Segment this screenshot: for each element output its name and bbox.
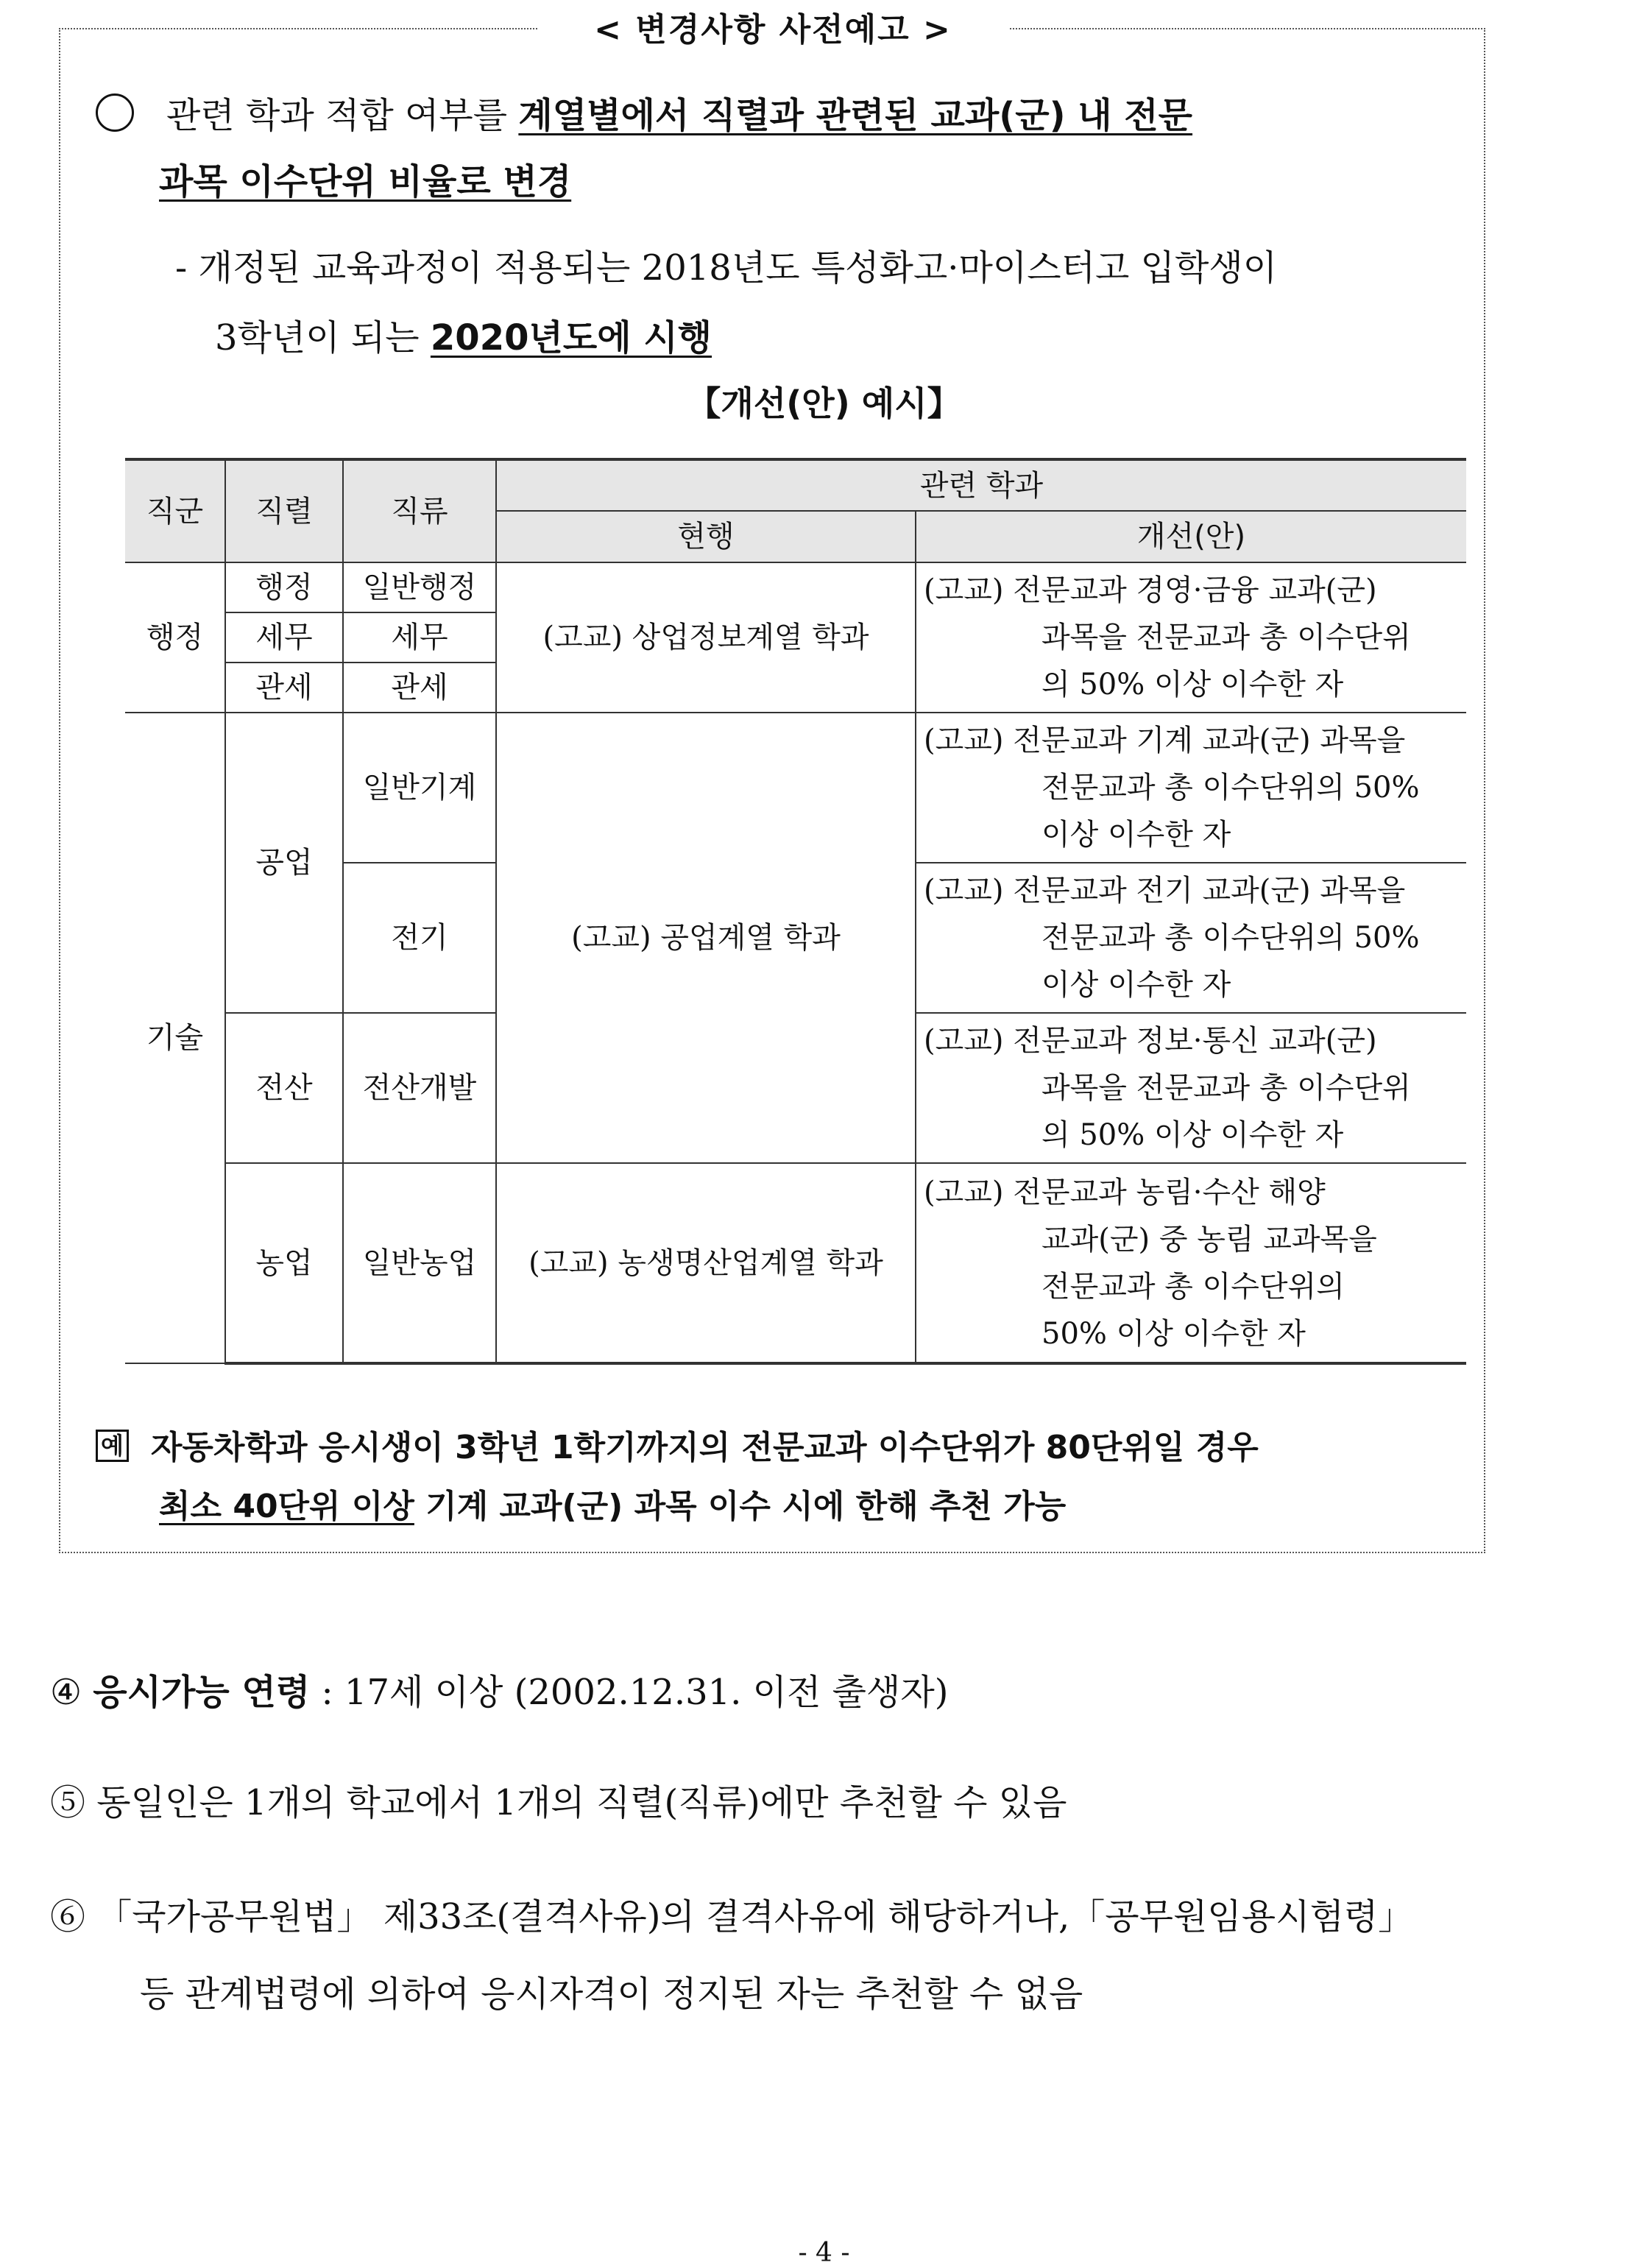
series-tax: 세무 [225,612,343,663]
group-tech: 기술 [125,713,225,1363]
example-line-1: 예 자동차학과 응시생이 3학년 1학기까지의 전문교과 이수단위가 80단위일 경우 [96,1421,1259,1468]
example-line-2: 최소 40단위 이상 기계 교과(군) 과목 이수 시에 한해 추천 가능 [159,1488,1067,1525]
class-computer: 전산개발 [343,1013,496,1163]
current-agri: (고교) 농생명산업계열 학과 [496,1163,916,1363]
improved-admin: (고교) 전문교과 경영·금융 교과(군) 과목을 전문교과 총 이수단위 의 50% 이상 이수한 자 [916,562,1466,713]
header-group: 직군 [125,459,225,562]
circle-bullet-icon [96,93,134,132]
example-table-title: 【개선(안) 예시】 [687,384,961,423]
notice-title: < 변경사항 사전예고 > [537,4,1008,56]
current-admin: (고교) 상업정보계열 학과 [496,562,916,713]
item-disqualification: ⑥ 「국가공무원법」 제33조(결격사유)의 결격사유에 해당하거나,「공무원임용시험령」 [50,1896,1414,1937]
improved-electric: (고교) 전문교과 전기 교과(군) 과목을 전문교과 총 이수단위의 50% 이상 이수한 자 [916,863,1466,1013]
improved-computer: (고교) 전문교과 정보·통신 교과(군) 과목을 전문교과 총 이수단위 의 50% 이상 이수한 자 [916,1013,1466,1163]
header-related: 관련 학과 [496,459,1466,511]
class-customs: 관세 [343,663,496,713]
class-agri: 일반농업 [343,1163,496,1363]
series-agri: 농업 [225,1163,343,1363]
header-improved: 개선(안) [916,511,1466,562]
item-duplicate: ⑤ 동일인은 1개의 학교에서 1개의 직렬(직류)에만 추천할 수 있음 [50,1782,1067,1823]
notice-sub-2-underlined: 2020년도에 시행 [430,317,712,358]
improvement-table [125,458,1466,1365]
header-class: 직류 [343,459,496,562]
current-industry: (고교) 공업계열 학과 [496,713,916,1163]
notice-sub-2: 3학년이 되는 2020년도에 시행 [215,317,712,358]
series-customs: 관세 [225,663,343,713]
notice-underlined-2: 과목 이수단위 비율로 변경 [159,161,572,202]
example-mark: 예 [96,1430,129,1462]
page-number: - 4 - [798,2238,850,2268]
group-admin: 행정 [125,562,225,713]
class-electric: 전기 [343,863,496,1013]
series-admin: 행정 [225,562,343,612]
improved-agri: (고교) 전문교과 농림·수산 해양 교과(군) 중 농림 교과목을 전문교과 총 이수단위의 50% 이상 이수한 자 [916,1163,1466,1363]
header-current: 현행 [496,511,916,562]
series-industry: 공업 [225,713,343,1013]
notice-line-1: 관련 학과 적합 여부를 계열별에서 직렬과 관련된 교과(군) 내 전문 [96,87,1192,138]
age-label: 응시가능 연령 [93,1672,311,1713]
item-disqualification-line-2: 등 관계법령에 의하여 응시자격이 정지된 자는 추천할 수 없음 [140,1974,1083,2015]
class-machine: 일반기계 [343,713,496,863]
item-age: ④ 응시가능 연령 : 17세 이상 (2002.12.31. 이전 출생자) [50,1672,949,1713]
class-general-admin: 일반행정 [343,562,496,612]
class-tax: 세무 [343,612,496,663]
improved-machine: (고교) 전문교과 기계 교과(군) 과목을 전문교과 총 이수단위의 50% 이상 이수한 자 [916,713,1466,863]
series-computer: 전산 [225,1013,343,1163]
header-series: 직렬 [225,459,343,562]
notice-underlined-1: 계열별에서 직렬과 관련된 교과(군) 내 전문 [518,95,1193,136]
notice-sub-1: - 개정된 교육과정이 적용되는 2018년도 특성화고·마이스터고 입학생이 [175,247,1278,289]
